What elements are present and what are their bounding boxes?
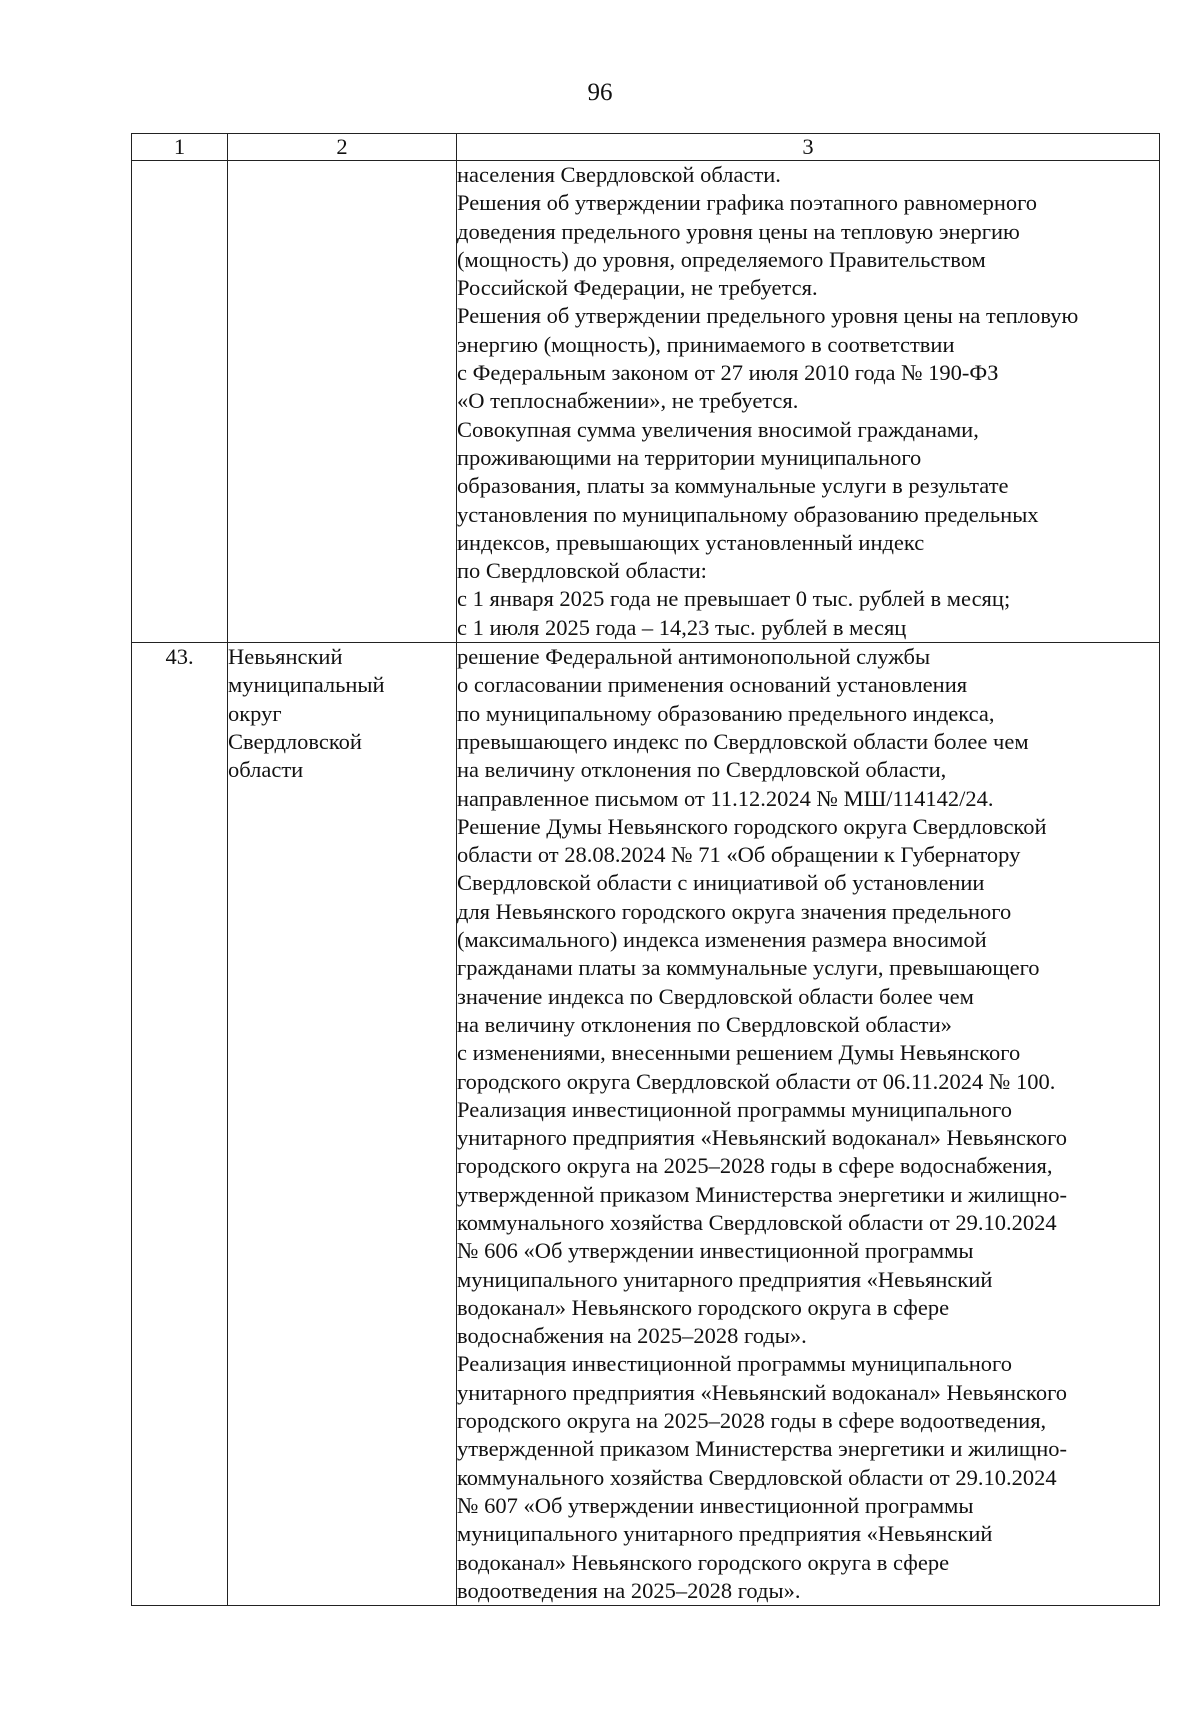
description-line: для Невьянского городского округа значения предельного: [457, 898, 1012, 924]
description-line: коммунального хозяйства Свердловской области от 29.10.2024: [457, 1209, 1057, 1235]
description-line: превышающего индекс по Свердловской области более чем: [457, 728, 1029, 754]
description-line: с 1 июля 2025 года – 14,23 тыс. рублей в месяц: [457, 614, 907, 640]
description-line: (мощность) до уровня, определяемого Правительством: [457, 246, 986, 272]
row-number: 43.: [132, 643, 228, 1606]
description-line: городского округа Свердловской области от 06.11.2024 № 100.: [457, 1068, 1056, 1094]
description-line: унитарного предприятия «Невьянский водоканал» Невьянского: [457, 1379, 1067, 1405]
document-table: [131, 133, 1160, 1606]
description-line: индексов, превышающих установленный индекс: [457, 529, 925, 555]
description-line: установления по муниципальному образованию предельных: [457, 501, 1039, 527]
description-line: Совокупная сумма увеличения вносимой гражданами,: [457, 416, 979, 442]
table-row: [132, 161, 1160, 643]
description-line: энергию (мощность), принимаемого в соответствии: [457, 331, 955, 357]
description-line: доведения предельного уровня цены на тепловую энергию: [457, 218, 1020, 244]
description-line: муниципального унитарного предприятия «Невьянский: [457, 1266, 993, 1292]
description-line: Решения об утверждении предельного уровня цены на тепловую: [457, 303, 1079, 329]
description-line: № 607 «Об утверждении инвестиционной программы: [457, 1492, 974, 1518]
description-line: Реализация инвестиционной программы муниципального: [457, 1096, 1012, 1122]
description-line: унитарного предприятия «Невьянский водоканал» Невьянского: [457, 1125, 1067, 1151]
description-line: гражданами платы за коммунальные услуги, превышающего: [457, 955, 1040, 981]
municipality-name-line: муниципальный: [228, 672, 385, 698]
description-line: проживающими на территории муниципального: [457, 444, 922, 470]
description-line: направленное письмом от 11.12.2024 № МШ/114142/24.: [457, 785, 994, 811]
description-line: с Федеральным законом от 27 июля 2010 года № 190-ФЗ: [457, 360, 999, 386]
description-line: (максимального) индекса изменения размера вносимой: [457, 927, 987, 953]
description-line: о согласовании применения оснований установления: [457, 672, 968, 698]
column-header-number: 1: [132, 134, 228, 161]
description-line: коммунального хозяйства Свердловской области от 29.10.2024: [457, 1464, 1057, 1490]
description-line: городского округа на 2025–2028 годы в сфере водоснабжения,: [457, 1153, 1053, 1179]
description-line: населения Свердловской области.: [457, 162, 781, 187]
description-line: утвержденной приказом Министерства энергетики и жилищно-: [457, 1436, 1068, 1462]
municipality-name-line: области: [228, 757, 304, 783]
description-line: городского округа на 2025–2028 годы в сфере водоотведения,: [457, 1408, 1047, 1434]
description-line: Свердловской области с инициативой об установлении: [457, 870, 985, 896]
description-line: с 1 января 2025 года не превышает 0 тыс. рублей в месяц;: [457, 586, 1011, 612]
description-line: Российской Федерации, не требуется.: [457, 275, 818, 301]
description-line: области от 28.08.2024 № 71 «Об обращении к Губернатору: [457, 842, 1021, 868]
description-line: Решение Думы Невьянского городского округа Свердловской: [457, 813, 1047, 839]
description-line: образования, платы за коммунальные услуги в результате: [457, 473, 1009, 499]
row-number: [132, 161, 228, 643]
description-line: водоотведения на 2025–2028 годы».: [457, 1577, 801, 1603]
column-header-description: 3: [457, 134, 1160, 161]
description-line: на величину отклонения по Свердловской области»: [457, 1011, 952, 1037]
page-number: 96: [587, 79, 613, 106]
description-line: по Свердловской области:: [457, 558, 707, 584]
description-line: решение Федеральной антимонопольной службы: [457, 644, 931, 670]
table-row: [132, 643, 1160, 1606]
description-line: водоснабжения на 2025–2028 годы».: [457, 1323, 807, 1349]
description-line: утвержденной приказом Министерства энергетики и жилищно-: [457, 1181, 1068, 1207]
description-line: с изменениями, внесенными решением Думы Невьянского: [457, 1040, 1021, 1066]
municipality-name-line: Невьянский: [228, 644, 343, 670]
description-line: на величину отклонения по Свердловской области,: [457, 757, 947, 783]
table-header-row: [132, 134, 1160, 161]
description-line: Реализация инвестиционной программы муниципального: [457, 1351, 1012, 1377]
description-line: Решения об утверждении графика поэтапного равномерного: [457, 190, 1038, 216]
description-line: значение индекса по Свердловской области более чем: [457, 983, 974, 1009]
description-line: по муниципальному образованию предельного индекса,: [457, 700, 995, 726]
table-body: [132, 161, 1160, 1606]
municipality-name-cell: [228, 643, 457, 1606]
municipality-name-line: Свердловской: [228, 728, 362, 754]
municipality-name-line: округ: [228, 700, 282, 726]
column-header-municipality: 2: [228, 134, 457, 161]
description-line: водоканал» Невьянского городского округа в сфере: [457, 1549, 950, 1575]
description-line: «О теплоснабжении», не требуется.: [457, 388, 799, 414]
description-line: № 606 «Об утверждении инвестиционной программы: [457, 1238, 974, 1264]
description-cell: [457, 161, 1160, 643]
municipality-name-cell: [228, 161, 457, 643]
description-line: водоканал» Невьянского городского округа в сфере: [457, 1294, 950, 1320]
description-line: муниципального унитарного предприятия «Невьянский: [457, 1521, 993, 1547]
description-cell: [457, 643, 1160, 1606]
